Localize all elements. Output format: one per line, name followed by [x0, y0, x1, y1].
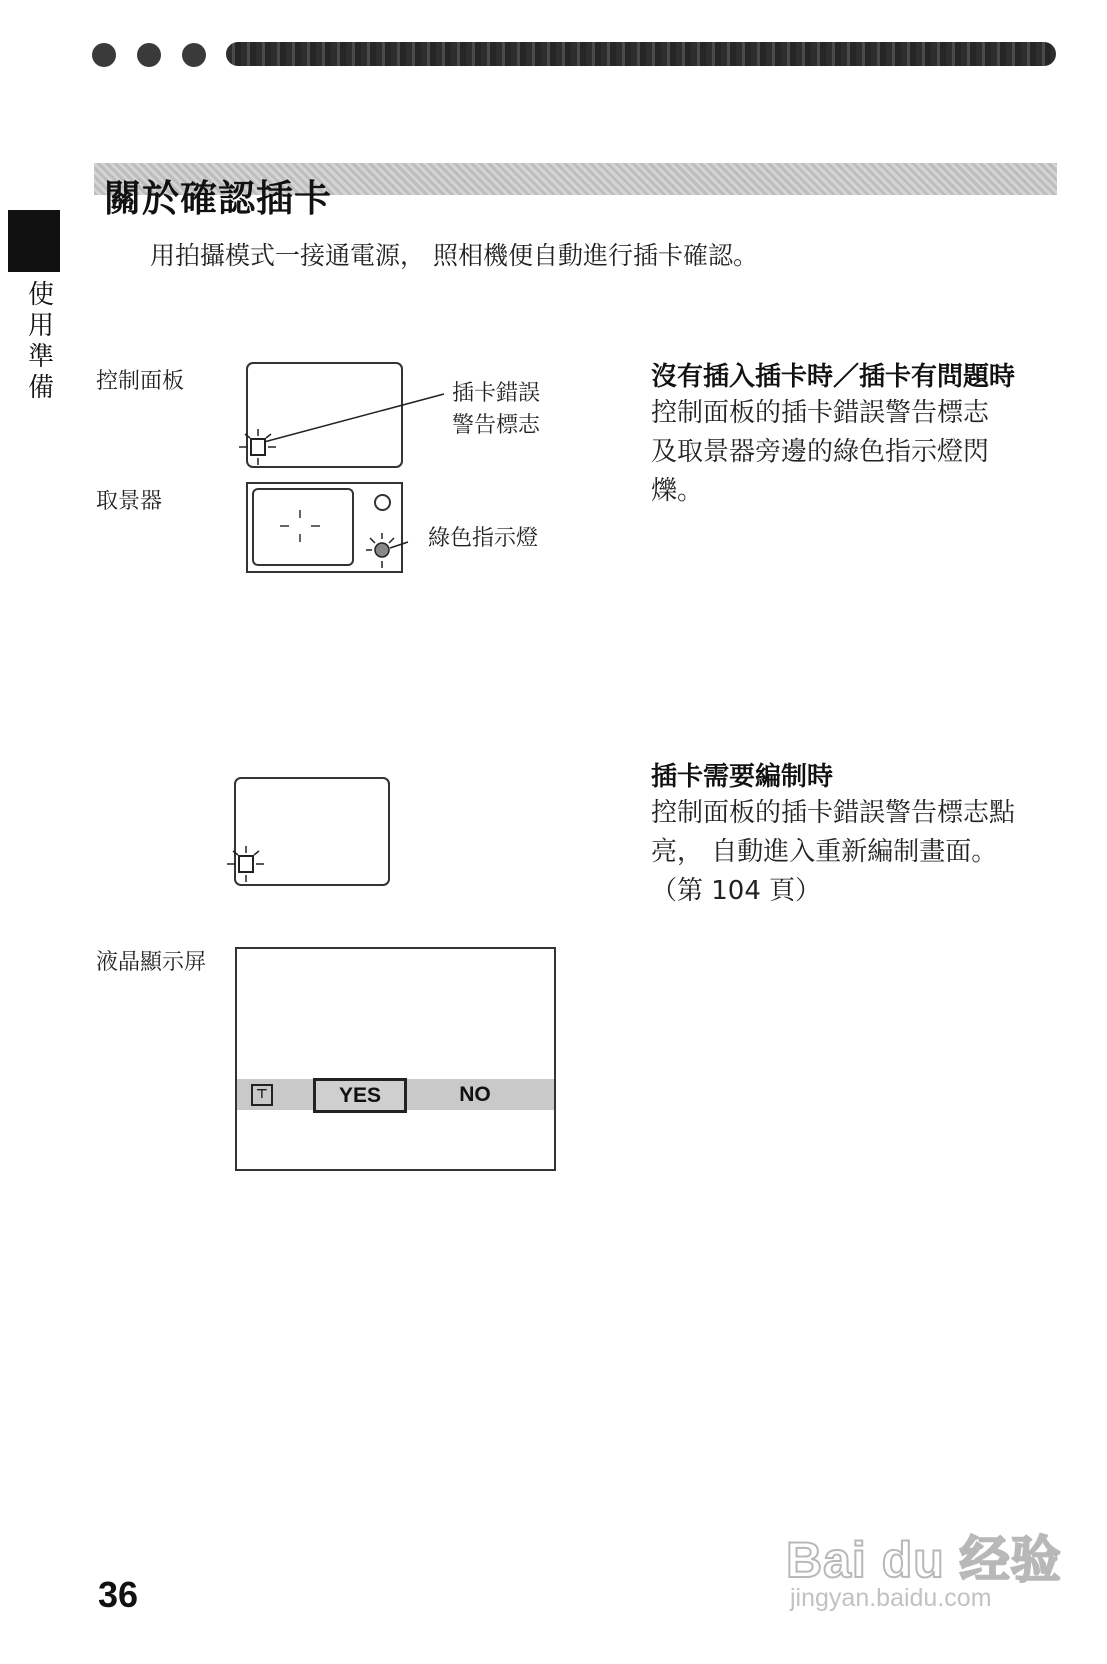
body-line: 及取景器旁邊的綠色指示燈閃: [651, 437, 990, 467]
body-line: 亮， 自動進入重新編制畫面。: [651, 837, 998, 867]
green-lamp-icon: [364, 530, 410, 572]
body-line: 爍。: [651, 476, 704, 506]
control-panel-label: 控制面板: [96, 369, 185, 394]
body-line: 控制面板的插卡錯誤警告標志: [651, 398, 990, 428]
section-tab-marker: [8, 210, 60, 272]
callout-line: 插卡錯誤: [452, 381, 541, 406]
section2-body: [651, 794, 1015, 911]
yes-option: YES: [313, 1078, 407, 1113]
no-option: NO: [459, 1083, 491, 1106]
lcd-screen-diagram: [235, 947, 556, 1171]
section-tab-label: 使用準備: [27, 280, 54, 403]
watermark-logo: Bai du 经验: [786, 1532, 1062, 1588]
section2-title: 插卡需要編制時: [651, 762, 834, 792]
watermark-url: jingyan.baidu.com: [790, 1584, 992, 1612]
card-format-icon: ⊤: [251, 1084, 273, 1106]
card-error-warning-icon: [224, 842, 278, 892]
ornament-dot: [182, 43, 206, 67]
lcd-menu-strip: [237, 1079, 554, 1110]
ornament-dot: [92, 43, 116, 67]
ornament-dot: [137, 43, 161, 67]
viewfinder-indicator-circle: [374, 494, 391, 511]
callout-line: 警告標志: [452, 413, 541, 438]
focus-mark-icon: [276, 506, 326, 546]
card-error-callout: [452, 378, 540, 442]
section1-body: [651, 394, 989, 511]
viewfinder-label: 取景器: [96, 489, 163, 514]
green-lamp-callout: 綠色指示燈: [428, 526, 539, 551]
body-line: （第 104 頁）: [651, 876, 822, 906]
callout-leader-line: [262, 390, 448, 446]
body-line: 控制面板的插卡錯誤警告標志點: [651, 798, 1016, 828]
ornament-bar: [226, 42, 1056, 66]
page-title: 關於確認插卡: [104, 177, 332, 220]
page-number: 36: [98, 1574, 139, 1615]
section1-title: 沒有插入插卡時／插卡有問題時: [651, 362, 1016, 392]
intro-text: 用拍攝模式一接通電源， 照相機便自動進行插卡確認。: [150, 241, 758, 270]
lcd-label: 液晶顯示屏: [96, 950, 207, 975]
